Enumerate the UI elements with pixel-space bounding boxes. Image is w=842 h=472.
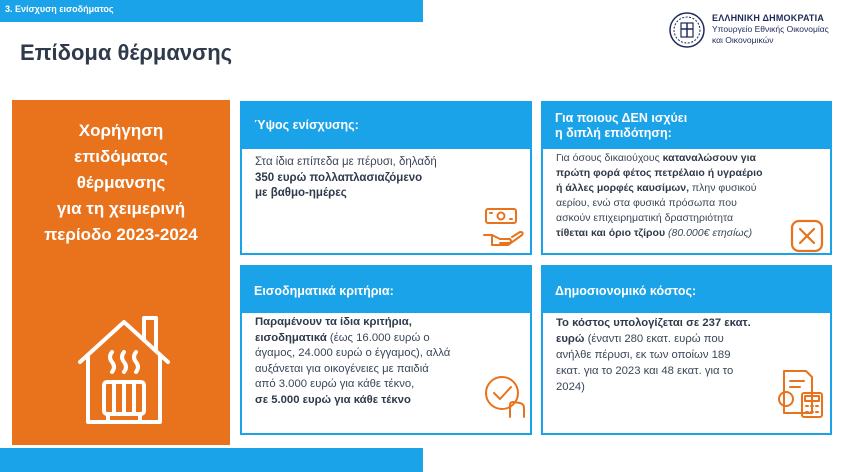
- card-cost-header: [543, 267, 830, 313]
- card-criteria: [240, 265, 532, 435]
- card-text: αερίου, ενώ στα φυσικά πρόσωπα που: [556, 197, 737, 209]
- card-text-bold: ή άλλες μορφές καυσίμων,: [556, 182, 690, 194]
- card-text: (έναντι 280 εκατ. ευρώ που: [584, 333, 724, 345]
- card-amount-title: Ύψος ενίσχυσης:: [254, 118, 359, 132]
- card-amount: [240, 101, 532, 255]
- card-text: εκατ. για το 2023 και 48 εκατ. για το: [556, 365, 734, 377]
- card-text: ανήλθε πέρυσι, εκ των οποίων 189: [556, 349, 731, 361]
- card-text: ασκούν επιχειρηματική δραστηριότητα: [556, 212, 734, 224]
- card-text: πλην φυσικού: [689, 182, 757, 194]
- card-text-italic: (80.000€ ετησίως): [665, 227, 753, 239]
- card-text-bold: τίθεται και όριο τζίρου: [556, 227, 666, 239]
- card-text: από 3.000 ευρώ για κάθε τέκνο,: [255, 378, 415, 390]
- page-title: Επίδομα θέρμανσης: [20, 40, 233, 65]
- card-amount-body: [255, 155, 437, 202]
- ministry-logo: [668, 11, 838, 51]
- card-exception-header: [543, 103, 830, 149]
- card-title-line: Για ποιους ΔΕΝ ισχύει: [555, 111, 688, 125]
- card-text-bold: σε 5.000 ευρώ για κάθε τέκνο: [255, 393, 411, 406]
- cross-box-icon: [790, 219, 824, 253]
- hero-title: [12, 118, 230, 248]
- card-text-bold: 350 ευρώ πολλαπλασιαζόμενο: [255, 171, 423, 184]
- card-cost-title: Δημοσιονομικό κόστος:: [555, 284, 697, 298]
- hero-line: περίοδο 2023-2024: [44, 225, 198, 244]
- section-label: 3. Ενίσχυση εισοδήματος: [5, 4, 114, 14]
- card-exception-body: [556, 151, 763, 241]
- hero-line: θέρμανσης: [76, 173, 166, 192]
- card-exception: [541, 101, 832, 255]
- card-text-bold: εισοδηματικά: [255, 331, 327, 344]
- card-text-bold: με βαθμο-ημέρες: [255, 187, 347, 199]
- card-cost-body: [556, 315, 751, 395]
- card-text-bold: Παραμένουν τα ίδια κριτήρια,: [255, 316, 412, 328]
- card-text-bold: καταναλώσουν για: [662, 152, 756, 164]
- logo-line-1: ΕΛΛΗΝΙΚΗ ΔΗΜΟΚΡΑΤΙΑ: [712, 13, 825, 23]
- card-text: Στα ίδια επίπεδα με πέρυσι, δηλαδή: [255, 156, 437, 168]
- card-text-bold: Το κόστος υπολογίζεται σε 237 εκατ.: [556, 317, 751, 329]
- card-text: άγαμος, 24.000 ευρώ ο έγγαμος), αλλά: [255, 347, 451, 359]
- check-hand-icon: [482, 373, 528, 419]
- hero-panel: [12, 100, 230, 445]
- card-text: (έως 16.000 ευρώ ο: [326, 331, 430, 344]
- hero-line: επιδόματος: [74, 147, 168, 166]
- logo-line-2: Υπουργείο Εθνικής Οικονομίας: [712, 24, 829, 34]
- card-criteria-body: [255, 315, 450, 408]
- house-radiator-icon: [74, 300, 174, 430]
- card-text: Για όσους δικαιούχους: [556, 152, 663, 164]
- section-bar: [0, 0, 423, 22]
- card-amount-header: [242, 103, 530, 149]
- card-cost: [541, 265, 832, 435]
- calculator-document-icon: [776, 367, 826, 419]
- card-text-bold: ευρώ: [556, 333, 585, 345]
- footer-bar: [0, 448, 423, 472]
- card-text: 2024): [556, 381, 585, 393]
- card-exception-title: [555, 111, 687, 141]
- hero-line: για τη χειμερινή: [56, 199, 186, 218]
- card-title-line: η διπλή επιδότηση:: [555, 126, 672, 140]
- card-text-bold: πρώτη φορά φέτος πετρέλαιο ή υγραέριο: [556, 167, 763, 179]
- card-text: αυξάνεται για οικογένειες με παιδιά: [255, 362, 429, 375]
- hero-line: Χορήγηση: [78, 121, 164, 140]
- greek-emblem-icon: [668, 11, 706, 49]
- cash-hand-icon: [482, 205, 526, 249]
- logo-line-3: και Οικονομικών: [712, 35, 774, 45]
- card-criteria-title: Εισοδηματικά κριτήρια:: [254, 284, 394, 298]
- card-criteria-header: [242, 267, 530, 313]
